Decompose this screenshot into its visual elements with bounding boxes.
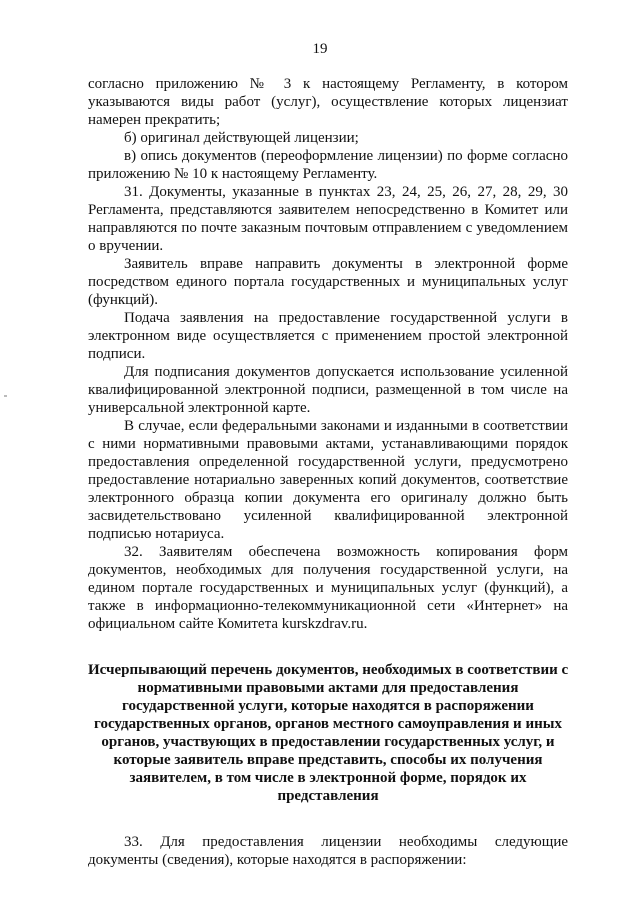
heading-line: Исчерпывающий перечень документов, необходимых в соответствии с [88, 662, 569, 678]
text-line: (функций). [88, 292, 158, 308]
text-line: едином портале государственных и муниципальных услуг (функций), а [88, 580, 568, 596]
paragraph-p4 [88, 183, 568, 255]
paragraph-p10 [88, 833, 568, 869]
text-line: в) опись документов (переоформление лицензии) по форме согласно [124, 148, 568, 164]
heading-line: государственной услуги, которые находятся в распоряжении [122, 698, 534, 714]
text-line: посредством единого портала государственных и муниципальных услуг [88, 274, 568, 290]
text-line: также в информационно-телекоммуникационной сети «Интернет» на [88, 598, 568, 614]
paragraph-p1 [88, 75, 568, 129]
heading-line: государственных органов, органов местного самоуправления и иных [94, 716, 562, 732]
paragraph-p7 [88, 363, 568, 417]
heading-line: представления [277, 788, 379, 804]
page-number: 19 [312, 41, 328, 57]
heading-line: заявителем, в том числе в электронной форме, порядок их [129, 770, 527, 786]
text-line: 32. Заявителям обеспечена возможность копирования форм [124, 544, 568, 560]
text-line: квалифицированной электронной подписи, размещенной в том числе на [88, 382, 568, 398]
heading-line: органов, участвующих в предоставлении государственных услуг, и [101, 734, 555, 750]
text-line: подписи. [88, 346, 146, 362]
text-line: электронном виде осуществляется с применением простой электронной [88, 328, 568, 344]
text-line: с ними нормативными правовыми актами, устанавливающими порядок [88, 436, 568, 452]
text-line: засвидетельствовано усиленной квалифицированной электронной [88, 508, 568, 524]
text-line: предоставления определенной государственной услуги, предусмотрено [88, 454, 568, 470]
text-line: 33. Для предоставления лицензии необходимы следующие [124, 834, 568, 850]
document-body [88, 75, 568, 869]
paragraph-p9 [88, 543, 568, 633]
text-line: предоставление нотариально заверенных копий документов, соответствие [88, 472, 568, 488]
text-line: указываются виды работ (услуг), осуществление которых лицензиат [88, 94, 568, 110]
text-line: б) оригинал действующей лицензии; [124, 130, 359, 146]
text-line: электронного образца копии документа его оригиналу должно быть [88, 490, 568, 506]
paragraph-p2 [88, 129, 568, 147]
text-line: Для подписания документов допускается использование усиленной [124, 364, 568, 380]
text-line: официальном сайте Комитета kurskzdrav.ru. [88, 616, 368, 632]
paragraph-p6 [88, 309, 568, 363]
text-line: документы (сведения), которые находятся в распоряжении: [88, 852, 467, 868]
text-line: В случае, если федеральными законами и изданными в соответствии [124, 418, 568, 434]
text-line: документов, необходимых для получения государственной услуги, на [88, 562, 568, 578]
text-line: согласно приложению № 3 к настоящему Регламенту, в котором [88, 76, 568, 92]
text-line: направляются по почте заказным почтовым отправлением с уведомлением [88, 220, 568, 236]
paragraph-p8 [88, 417, 568, 543]
text-line: 31. Документы, указанные в пунктах 23, 24, 25, 26, 27, 28, 29, 30 [124, 184, 568, 200]
text-line: подписью нотариуса. [88, 526, 225, 542]
text-line: о вручении. [88, 238, 164, 254]
text-line: Регламента, представляются заявителем непосредственно в Комитет или [88, 202, 568, 218]
paragraph-p5 [88, 255, 568, 309]
paragraph-p3 [88, 147, 568, 183]
heading-line: которые заявитель вправе представить, способы их получения [113, 752, 543, 768]
text-line: Подача заявления на предоставление государственной услуги в [124, 310, 568, 326]
heading-line: нормативными правовыми актами для предоставления [137, 680, 519, 696]
text-line: Заявитель вправе направить документы в электронной форме [124, 256, 568, 272]
text-line: универсальной электронной карте. [88, 400, 311, 416]
text-line: приложению № 10 к настоящему Регламенту. [88, 166, 378, 182]
text-line: намерен прекратить; [88, 112, 221, 128]
scan-artifact [4, 395, 7, 397]
section-heading [88, 661, 568, 805]
